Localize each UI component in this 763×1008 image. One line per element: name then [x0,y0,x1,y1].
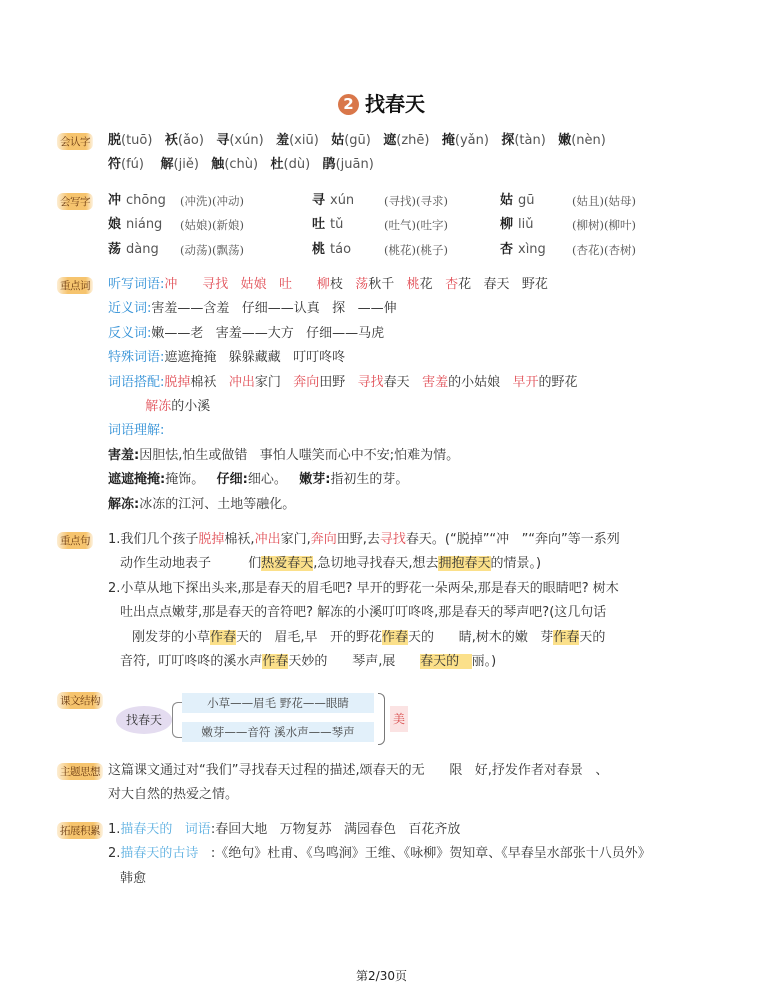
pinyin: tǔ [330,217,344,233]
sub-label: 描春天的古诗 [120,846,211,862]
text-segment: 田野,去 [336,532,380,547]
key-word: 寻找 [379,532,406,547]
character: 娘 [108,217,122,233]
section-label: 主题思想 [57,763,103,780]
pinyin: liǔ [518,217,534,233]
section-tuozhan [57,818,707,891]
text-line [108,493,707,517]
sub-label: 描春天的 词语 [120,822,211,837]
char-entry [500,238,636,262]
text-line [108,395,707,419]
character: 冲 [108,193,122,208]
text-segment: 春天 [383,374,423,390]
char-entry [500,213,636,237]
text-segment: 棉袄, [224,532,255,547]
text-segment: 掩 [441,133,455,148]
section-ciyu [57,273,707,517]
text-segment: ,急切地寻找春天,想去 [313,556,439,572]
section-label: 拓展积累 [57,822,103,839]
pinyin: dàng [126,241,159,257]
example-words: (杏花)(杏树) [572,242,636,257]
diagram-center: 找春天 [116,706,172,734]
example-words: (寻找)(寻求) [384,194,448,208]
key-word: 脱掉 [164,374,191,390]
text-segment: 冰冻的江河、土地等融化。 [139,496,296,512]
text-segment: 害羞——含羞 仔细——认真 探 ——伸 [151,301,397,317]
text-segment: 吐出点点嫩芽,那是春天的音符吧? 解冻的小溪叮叮咚咚,那是春天的琴声吧?(这几句话 [120,605,607,621]
pinyin: chōng [126,193,166,208]
section-zhuti [57,759,707,808]
text-segment: 解冻: [108,496,140,512]
text-line [108,552,707,576]
pinyin: xìng [518,241,546,257]
text-segment: 田野 [319,374,358,390]
highlighted-text: 作春 [553,629,580,645]
text-segment: 掩饰。 [165,472,217,488]
text-segment: 天的 [579,629,606,645]
text-segment: 害羞: [108,447,140,463]
text-segment: 遮遮掩掩: [108,472,166,488]
text-segment: 天的 眉毛,早 开的野花 [236,629,382,645]
text-segment: (tuō) [121,133,165,148]
key-word: 奔向 [310,532,337,547]
text-segment: 春天。(“脱掉”“冲 ”“奔向”等一系列 [405,532,620,547]
text-segment: 细心。 [247,472,300,488]
text-segment: 指初生的芽。 [330,472,409,488]
highlighted-text: 春天的 [420,654,472,670]
character: 桃 [312,241,326,257]
sub-label: 词语搭配: [108,374,165,390]
text-segment: 仔细: [216,472,248,488]
structure-diagram [0,688,763,748]
section-label: 课文结构 [57,692,103,709]
text-segment: 探 [501,133,515,148]
pinyin: táo [330,241,352,257]
text-segment: 符 [108,157,122,173]
lesson-title-text: 找春天 [365,92,425,116]
text-segment: 动作生动地表子 们 [120,556,262,572]
text-line [108,842,707,866]
pinyin: gū [518,193,535,208]
text-line [108,371,707,395]
section-label: 重点词 [57,277,93,294]
section-label: 会写字 [57,193,93,210]
text-segment: (ǎo) [177,133,217,148]
text-line [108,601,707,625]
text-segment: (xiū) [289,133,332,148]
char-entry [312,213,500,237]
key-word: 寻找 [357,374,384,390]
highlighted-text: 作春 [210,629,237,645]
text-segment: 刚发芽的小草 [132,629,211,645]
character: 杏 [500,241,514,257]
text-segment: 棉袄 [190,374,229,390]
text-line [108,444,707,468]
text-segment: (tàn) [514,133,559,148]
char-row [108,189,707,213]
pinyin: xún [330,193,355,208]
character: 寻 [312,193,326,208]
text-segment: (fú) [121,157,161,173]
text-segment: 家门, [280,532,311,547]
text-segment: 韩愈 [120,870,147,886]
text-segment: :《绝句》杜甫、《鸟鸣涧》王维、《咏柳》贺知章、《早春呈水部张十八员外》 [210,846,651,862]
text-segment: (nèn) [571,133,606,148]
text-segment: 的野花 [538,374,578,390]
key-word: 冲出 [254,532,281,547]
text-line [108,322,707,346]
diagram-box-top: 小草——眉毛 野花——眼睛 [182,693,374,713]
text-segment: 因胆怯,怕生或做错 事怕人嗤笑而心中不安;怕难为情。 [139,447,460,463]
text-segment: 2.小草从地下探出头来,那是春天的眉毛吧? 早开的野花一朵两朵,那是春天的眼睛吧? 树木 [108,580,619,596]
example-words: (姑娘)(新娘) [180,218,244,233]
text-segment: 音符, 叮叮咚咚的溪水声 [120,654,263,670]
key-word: 脱掉 [198,532,225,547]
text-segment: 丽。) [471,654,497,670]
text-line [108,577,707,601]
text-segment: (yǎn) [454,133,502,148]
pinyin: niáng [126,217,163,233]
text-segment: 对大自然的热爱之情。 [108,787,239,803]
text-segment: 遮遮掩掩 躲躲藏藏 叮叮咚咚 [164,350,346,366]
character: 柳 [500,217,514,233]
text-segment: (juān) [335,157,374,173]
text-segment: 这篇课文通过对“我们”寻找春天过程的描述,颂春天的无 限 好,抒发作者对春景 、 [108,763,609,778]
lesson-title [0,88,763,117]
text-segment: 姑 [331,133,345,148]
key-word: 荡 [355,277,369,292]
text-segment: 的情景。) [490,556,542,572]
text-line [108,818,707,842]
text-segment: 遮 [383,133,397,148]
text-segment: 鹃 [322,157,336,173]
key-word: 姑娘 [240,277,279,292]
text-line [108,297,707,321]
highlighted-text: 作春 [381,629,408,645]
section-label: 重点句 [57,532,93,549]
sub-label: 近义词: [108,301,152,317]
example-words: (冲洗)(冲动) [180,194,244,208]
diagram-result: 美 [390,706,408,732]
sub-label: 听写词语: [108,277,165,292]
text-segment: 杜 [270,157,284,173]
text-segment: 嫩 [558,133,572,148]
example-words: (姑且)(姑母) [572,194,636,208]
diagram-box-bottom: 嫩芽——音符 溪水声——琴声 [182,722,374,742]
text-line [108,468,707,492]
text-line [108,153,707,177]
text-segment: (jiě) [173,157,212,173]
text-segment: 1. [108,822,121,837]
char-entry [500,189,636,213]
char-row [108,213,707,237]
text-segment: 的小姑娘 [448,374,513,390]
key-word: 柳 [316,277,330,292]
text-segment: 天的 睛,树木的嫩 芽 [407,629,554,645]
text-segment: (dù) [283,157,323,173]
key-word: 杏 [445,277,459,292]
text-segment: 1.我们几个孩子 [108,532,199,547]
text-segment: 寻 [216,133,230,148]
char-entry [108,189,312,213]
page-number: 第2/30页 [356,969,407,983]
character: 荡 [108,241,122,257]
character: 吐 [312,217,326,233]
text-segment: (xún) [229,133,277,148]
key-word: 桃 [406,277,420,292]
section-juzi [57,528,707,674]
text-line [108,419,707,443]
text-segment: 家门 [254,374,294,390]
key-word: 寻找 [202,277,241,292]
text-line [108,129,707,153]
key-word: 早开 [512,374,539,390]
key-word: 解冻 [145,399,172,415]
text-segment: 嫩——老 害羞——大方 仔细——马虎 [151,325,385,341]
example-words: (动荡)(飘荡) [180,242,244,257]
text-segment: 秋千 [368,277,407,292]
char-entry [312,238,500,262]
text-segment: (gū) [344,133,384,148]
text-segment: (zhē) [396,133,442,148]
key-word: 冲出 [228,374,255,390]
text-segment: 羞 [276,133,290,148]
text-segment: 触 [211,157,225,173]
text-segment: 袄 [164,133,178,148]
text-segment: 天妙的 琴声,展 [288,654,421,670]
key-word: 吐 [279,277,317,292]
lesson-number-badge: 2 [338,94,359,115]
section-renzi [57,129,707,178]
text-segment: (chù) [224,157,271,173]
text-line [108,783,707,807]
text-line [108,626,707,650]
text-line [108,528,707,552]
text-segment: 花 春天 野花 [458,277,548,292]
char-row [108,238,707,262]
text-segment: 解 [160,157,174,173]
brace [378,693,385,745]
text-segment: 嫩芽: [299,472,331,488]
section-label: 会认字 [57,133,93,150]
text-line [108,346,707,370]
char-entry [108,238,312,262]
example-words: (柳树)(柳叶) [572,218,636,233]
text-segment [108,399,145,414]
text-segment: 的小溪 [171,399,211,415]
text-segment: 2. [108,846,121,862]
sub-label: 反义词: [108,325,152,341]
key-word: 冲 [164,277,203,292]
char-entry [312,189,500,213]
text-line [108,867,707,891]
text-segment: 枝 [329,277,356,292]
highlighted-text: 拥抱春天 [438,556,491,572]
example-words: (桃花)(桃子) [384,242,448,257]
text-line [108,273,707,297]
text-segment: 花 [419,277,446,292]
section-xiezi [57,189,707,262]
text-line [108,759,707,783]
text-segment: 脱 [108,133,122,148]
sub-label: 特殊词语: [108,350,165,366]
sub-label: 词语理解: [108,423,165,439]
example-words: (吐气)(吐字) [384,218,448,233]
highlighted-text: 热爱春天 [261,556,314,572]
key-word: 奔向 [293,374,320,390]
text-line [108,650,707,674]
highlighted-text: 作春 [262,654,289,670]
char-entry [108,213,312,237]
text-segment: :春回大地 万物复苏 满园春色 百花齐放 [210,822,461,837]
key-word: 害羞 [422,374,449,390]
character: 姑 [500,193,514,208]
